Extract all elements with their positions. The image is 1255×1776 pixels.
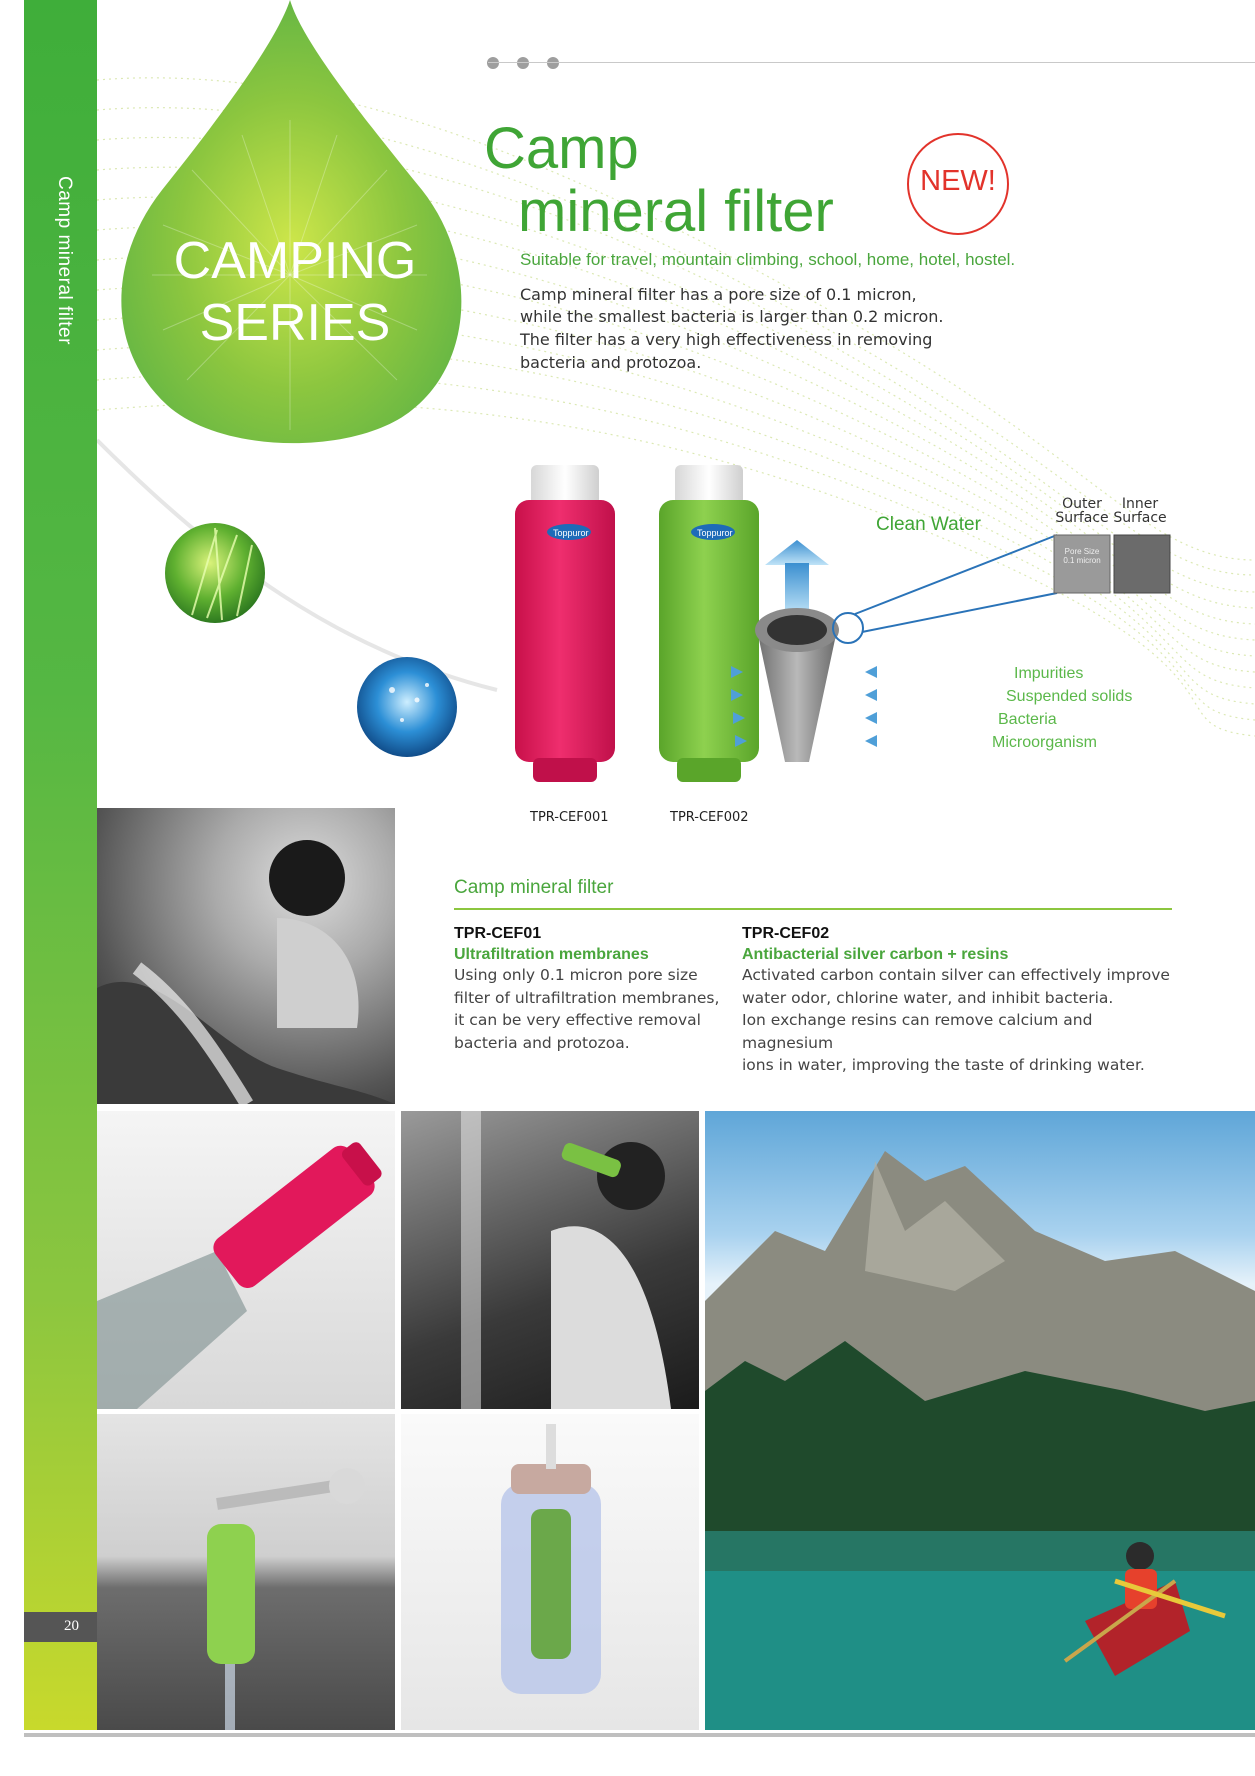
description-line: while the smallest bacteria is larger than 0.2 micron. (520, 307, 944, 326)
page-number-box (24, 1612, 97, 1642)
bottle-model-pink: TPR-CEF001 (530, 810, 609, 825)
new-badge: NEW! (920, 165, 996, 197)
photo-water-bottle-art (401, 1414, 699, 1730)
spec-model: TPR-CEF01 (454, 925, 542, 942)
spec-item-cef02 (742, 925, 1182, 1077)
photo-water-bottle (401, 1414, 699, 1730)
bottom-rule (24, 1733, 1255, 1737)
inner-surface-label-line: Surface (1113, 510, 1167, 526)
spec-text-line: it can be very effective removal (454, 1011, 701, 1029)
spec-text-line: Ion exchange resins can remove calcium and magnesium (742, 1011, 1093, 1052)
spec-item-cef01 (454, 925, 734, 1054)
outer-surface-label (1052, 497, 1112, 525)
photo-faucet-filter (97, 1414, 395, 1730)
spec-text-line: ions in water, improving the taste of drinking water. (742, 1056, 1145, 1074)
photo-girl-stream-art (97, 808, 395, 1104)
spec-text-line: Using only 0.1 micron pore size (454, 966, 698, 984)
header-dot (517, 57, 529, 69)
pore-size-label-line: 0.1 micron (1063, 555, 1101, 565)
bottle-model-green: TPR-CEF002 (670, 810, 749, 825)
impurity-label: Bacteria (998, 711, 1057, 728)
outer-surface-label-line: Surface (1055, 510, 1109, 526)
photo-girl-stream (97, 808, 395, 1104)
impurity-label: Impurities (1014, 665, 1084, 682)
impurity-label: Microorganism (992, 734, 1097, 751)
photo-pink-filter-bottle (97, 1111, 395, 1409)
photo-woman-drinking-art (401, 1111, 699, 1409)
photo-mountain-lake-art (705, 1111, 1255, 1730)
photo-faucet-filter-art (97, 1414, 395, 1730)
description-line: Camp mineral filter has a pore size of 0.1 micron, (520, 285, 917, 304)
spec-text-line: water odor, chlorine water, and inhibit bacteria. (742, 988, 1114, 1007)
bottle-brand-green: Toppuror (697, 528, 733, 538)
photo-woman-drinking (401, 1111, 699, 1409)
header-rule (488, 62, 1255, 63)
inner-surface-label-line: Inner (1121, 496, 1159, 512)
page-title-line-2: mineral filter (518, 179, 834, 244)
page-number: 20 (64, 1618, 79, 1634)
description-line: The filter has a very high effectiveness in removing (520, 330, 933, 349)
impurity-label: Suspended solids (1006, 688, 1133, 705)
inner-surface-label (1110, 497, 1170, 525)
description-line: bacteria and protozoa. (520, 353, 702, 372)
spec-model: TPR-CEF02 (742, 925, 830, 942)
page-title-line-1: Camp (484, 116, 639, 181)
photo-pink-filter-bottle-art (97, 1111, 395, 1409)
outer-surface-label-line: Outer (1062, 496, 1102, 512)
spec-text-line: filter of ultrafiltration membranes, (454, 988, 720, 1007)
photo-mountain-lake (705, 1111, 1255, 1730)
pore-size-label (1057, 548, 1107, 566)
sidebar-title: Camp mineral filter (54, 176, 75, 345)
spec-subtitle: Antibacterial silver carbon + resins (742, 946, 1009, 963)
spec-rule (454, 908, 1172, 910)
pore-size-label-line: Pore Size (1064, 547, 1100, 556)
clean-water-label: Clean Water (876, 514, 981, 535)
drop-line-1: CAMPING (173, 232, 417, 290)
spec-text-line: Activated carbon contain silver can effectively improve (742, 966, 1170, 984)
tagline: Suitable for travel, mountain climbing, school, home, hotel, hostel. (520, 250, 1016, 269)
spec-heading: Camp mineral filter (454, 877, 614, 898)
drop-line-2: SERIES (199, 294, 391, 352)
spec-text-line: bacteria and protozoa. (454, 1033, 630, 1052)
header-dot (487, 57, 499, 69)
spec-subtitle: Ultrafiltration membranes (454, 946, 649, 963)
bottle-brand-pink: Toppuror (553, 528, 589, 538)
header-dot (547, 57, 559, 69)
